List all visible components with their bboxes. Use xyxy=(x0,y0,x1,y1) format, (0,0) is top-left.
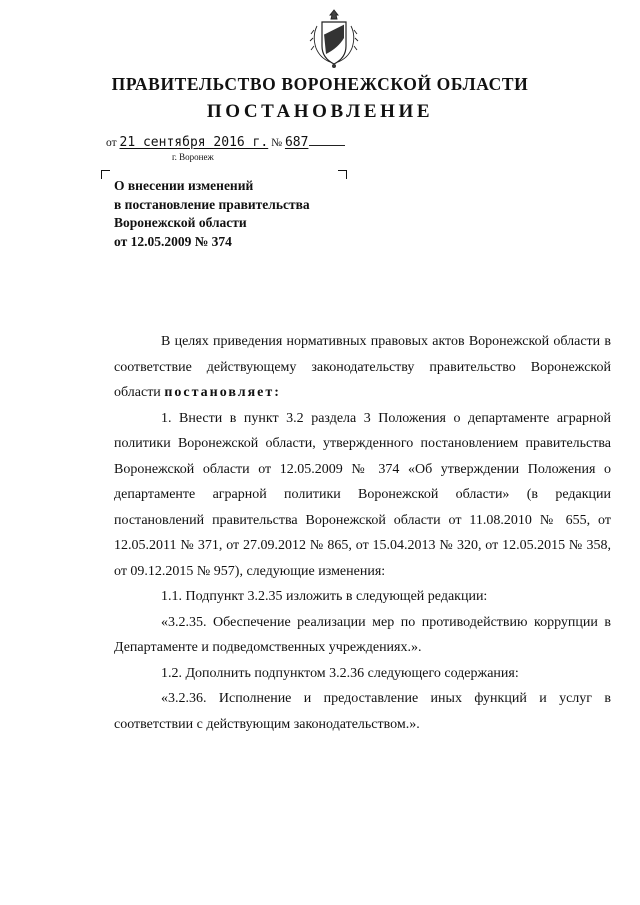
body-paragraph: «3.2.36. Исполнение и предоставление иных функций и услуг в соответствии с действующим законодательством.». xyxy=(114,691,611,732)
subject-line: О внесении изменений xyxy=(114,178,254,193)
date-number-line xyxy=(106,135,345,150)
from-label: от xyxy=(106,137,117,149)
subject-line: в постановление правительства xyxy=(114,196,310,212)
document-number: 687 xyxy=(284,135,309,150)
document-type-title: ПОСТАНОВЛЕНИЕ xyxy=(206,101,434,122)
decree-word: постановляет: xyxy=(164,385,281,400)
intro-text: В целях приведения нормативных правовых актов Воронежской области в соответствие действующему законодательству правительство Воронежской области xyxy=(114,334,611,400)
coat-of-arms-icon xyxy=(308,8,360,70)
subject-corner-left xyxy=(101,170,110,179)
document-subject xyxy=(114,177,310,251)
body-paragraph: 1.1. Подпункт 3.2.35 изложить в следующей редакции: xyxy=(161,589,488,604)
body-paragraph: 1.2. Дополнить подпунктом 3.2.36 следующего содержания: xyxy=(161,665,519,681)
body-paragraph: «3.2.35. Обеспечение реализации мер по противодействию коррупции в Департаменте и подведомственных учреждениях.». xyxy=(114,614,611,655)
document-date: 21 сентября 2016 г. xyxy=(119,135,269,150)
document-body xyxy=(114,329,611,737)
number-label: № xyxy=(271,137,283,149)
number-underline xyxy=(309,145,345,146)
city-label: г. Воронеж xyxy=(172,152,214,162)
subject-corner-right xyxy=(338,170,347,179)
body-paragraph: 1. Внести в пункт 3.2 раздела 3 Положения о департаменте аграрной политики Воронежской области, утвержденного постановлением правительства Воронежской области от 12.05.2009 № 374 «Об утверждении Положения о департаменте аграрной политики Воронежской области» (в редакции постановлений правительства Воронежской области от 11.08.2010 № 655, от 12.05.2011 № 371, от 27.09.2012 № 865, от 15.04.2013 № 320, от 12.05.2015 № 358, от 09.12.2015 № 957), следующие изменения: xyxy=(114,410,611,579)
government-title: ПРАВИТЕЛЬСТВО ВОРОНЕЖСКОЙ ОБЛАСТИ xyxy=(111,74,529,94)
subject-line: от 12.05.2009 № 374 xyxy=(114,233,232,249)
intro-paragraph xyxy=(114,329,611,406)
subject-line: Воронежской области xyxy=(114,215,247,230)
